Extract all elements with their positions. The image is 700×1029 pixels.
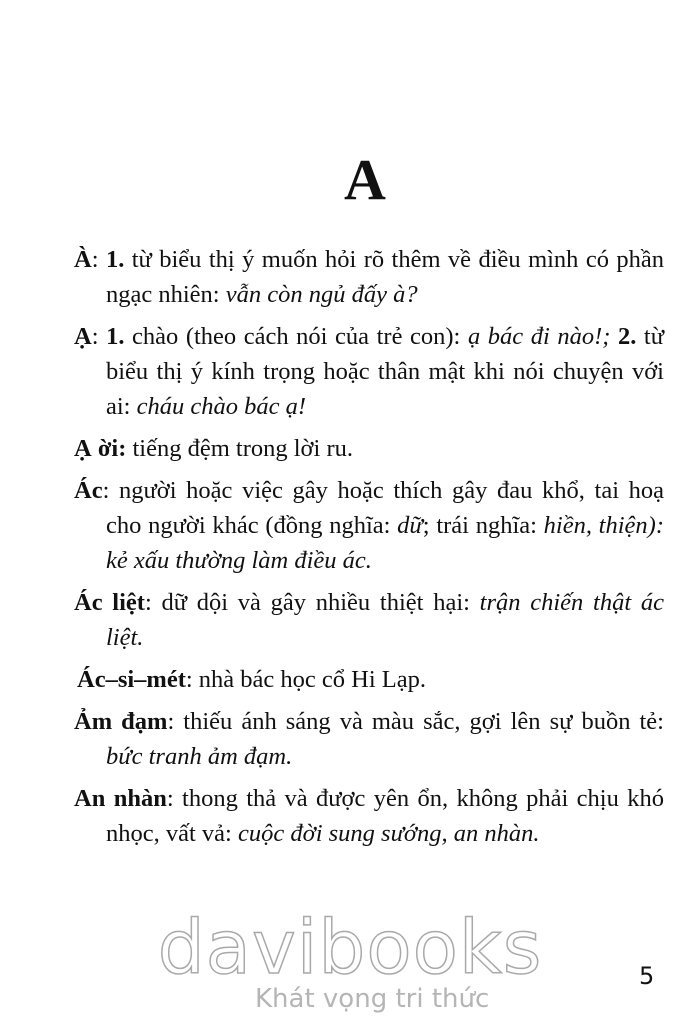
example: dữ	[397, 512, 423, 539]
definition: : thong thả và được yên ổn, không phải chịu khó nhọc, vất vả:	[106, 785, 664, 847]
headword: Ác–si–mét	[77, 666, 186, 693]
section-letter: A	[344, 147, 386, 212]
headword: Ác	[74, 477, 103, 504]
separator: :	[91, 246, 106, 273]
example-2: cháu chào bác ạ!	[136, 393, 307, 420]
definition: từ biểu thị ý muốn hỏi rõ thêm về điều mình có phần ngạc nhiên:	[106, 246, 665, 308]
definition: tiếng đệm trong lời ru.	[126, 435, 353, 462]
headword: Ạ ời:	[74, 435, 127, 462]
entry-ac-si-met	[74, 662, 664, 697]
example-2: hiền, thiện): kẻ xấu thường làm điều ác.	[106, 512, 664, 574]
example: ạ bác đi nào!;	[467, 323, 618, 350]
example: cuộc đời sung sướng, an nhàn.	[238, 820, 540, 847]
entry-a-nang	[74, 319, 664, 424]
definition: chào (theo cách nói của trẻ con):	[124, 323, 468, 350]
headword: Ác liệt	[74, 589, 145, 616]
entry-an-nhan	[74, 781, 664, 851]
entry-a-huyen	[74, 242, 664, 312]
definition: : người hoặc việc gây hoặc thích gây đau khổ, tai hoạ cho người khác (đồng nghĩa:	[102, 477, 664, 539]
definition: : thiếu ánh sáng và màu sắc, gợi lên sự buồn tẻ:	[167, 708, 664, 735]
sense-number: 1.	[106, 323, 125, 350]
headword: An nhàn	[74, 785, 167, 812]
headword: Ạ	[74, 323, 92, 350]
example: vẫn còn ngủ đấy à?	[225, 281, 418, 308]
entry-am-dam	[74, 704, 664, 774]
watermark-logo: davibooks	[157, 905, 543, 991]
definition: : nhà bác học cổ Hi Lạp.	[185, 666, 427, 693]
watermark-tagline: Khát vọng tri thức	[255, 984, 490, 1014]
definition-2: từ biểu thị ý kính trọng hoặc thân mật khi nói chuyện với ai:	[106, 323, 664, 420]
definition: : dữ dội và gây nhiều thiệt hại:	[144, 589, 480, 616]
entry-a-oi	[74, 431, 664, 466]
definition-2: ; trái nghĩa:	[422, 512, 544, 539]
entry-ac	[74, 473, 664, 578]
page-number: 5	[639, 962, 655, 990]
example: trận chiến thật ác liệt.	[106, 589, 665, 651]
separator: :	[91, 323, 107, 350]
sense-number: 1.	[105, 246, 125, 273]
entry-list	[74, 242, 664, 858]
sense-number-2: 2.	[617, 323, 637, 350]
example: bức tranh ảm đạm.	[106, 743, 293, 770]
entry-ac-liet	[74, 585, 664, 655]
headword: Ảm đạm	[74, 708, 168, 735]
headword: À	[74, 246, 92, 273]
